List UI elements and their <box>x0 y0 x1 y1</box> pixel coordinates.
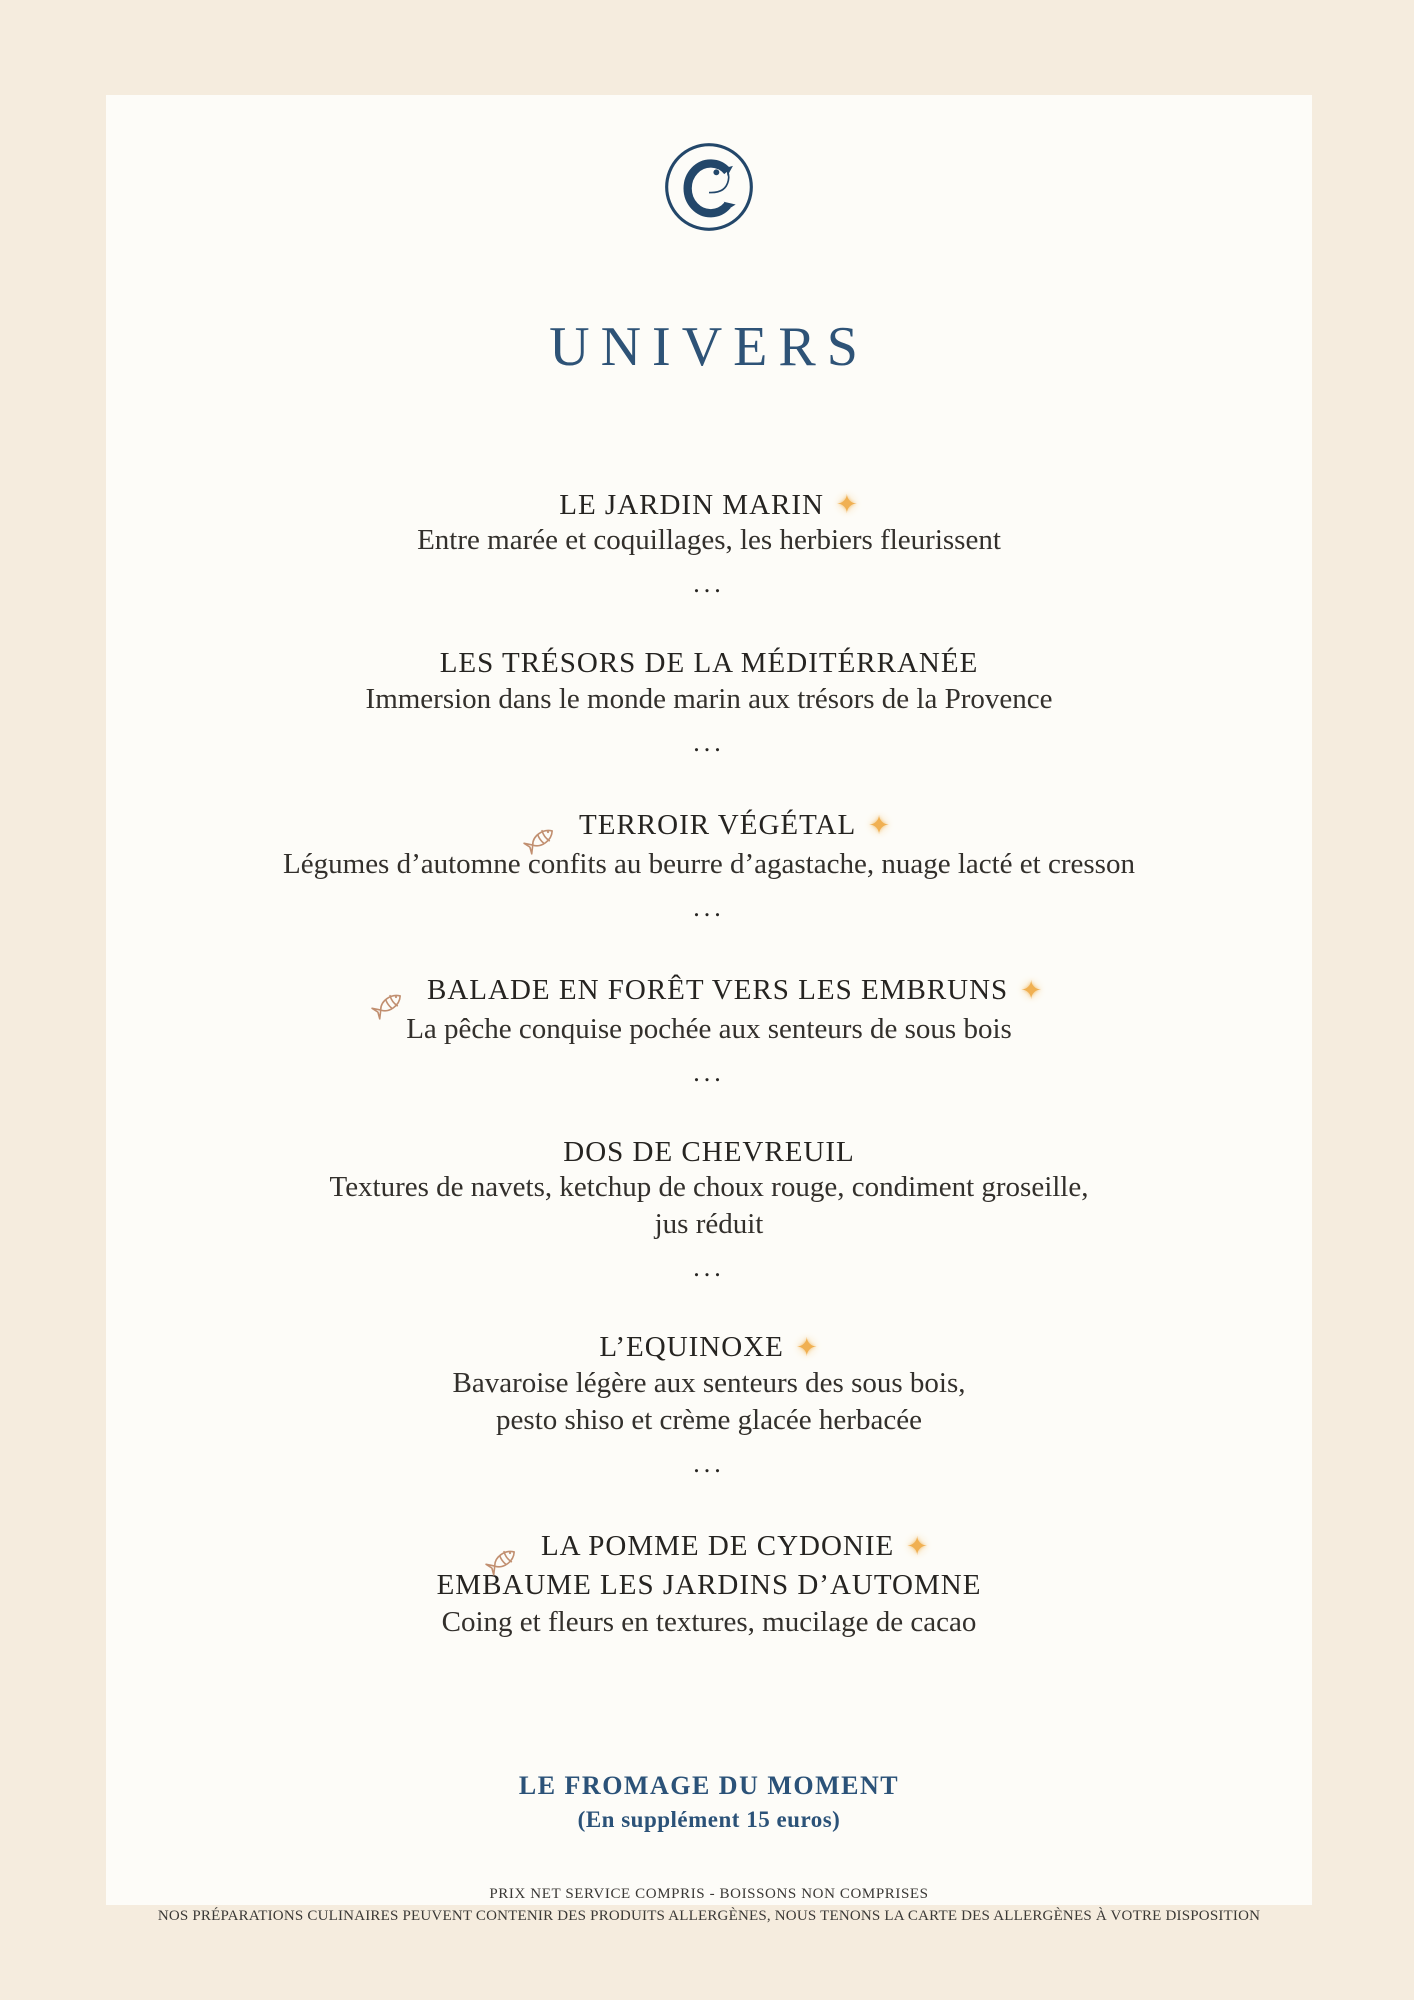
menu-item <box>106 1331 1312 1477</box>
menu-item-description-line: Bavaroise légère aux senteurs des sous bois, <box>452 1366 966 1399</box>
menu-item <box>106 971 1312 1086</box>
cheese-subtitle: (En supplément 15 euros) <box>577 1807 841 1833</box>
menu-item-description-line: La pêche conquise pochée aux senteurs de sous bois <box>406 1012 1012 1045</box>
restaurant-logo-icon <box>663 141 755 233</box>
sparkle-icon: ✦ <box>795 1333 819 1363</box>
cheese-title: LE FROMAGE DU MOMENT <box>518 1771 900 1801</box>
fish-icon <box>372 968 417 1013</box>
menu-item <box>106 806 1312 921</box>
menu-item-title: BALADE EN FORÊT VERS LES EMBRUNS <box>427 974 1009 1007</box>
item-separator-dots: ... <box>693 727 725 757</box>
sparkle-icon: ✦ <box>1020 975 1043 1005</box>
menu-item-title: LES TRÉSORS DE LA MÉDITÉRRANÉE <box>439 647 979 680</box>
menu-item-title: TERROIR VÉGÉTAL <box>579 809 857 842</box>
footer-prices-note: PRIX NET SERVICE COMPRIS - BOISSONS NON COMPRISES <box>489 1886 929 1903</box>
menu-card <box>106 95 1312 1925</box>
fish-icon <box>524 803 569 848</box>
menu-item-description-line: Textures de navets, ketchup de choux rouge, condiment groseille, <box>329 1171 1089 1204</box>
item-separator-dots: ... <box>693 892 725 922</box>
menu-item-description <box>106 1011 1312 1048</box>
sparkle-icon: ✦ <box>868 810 891 840</box>
menu-item <box>106 1527 1312 1641</box>
sparkle-icon: ✦ <box>906 1532 930 1562</box>
cheese-section <box>106 1771 1312 1833</box>
menu-item-description-line: Coing et fleurs en textures, mucilage de cacao <box>441 1606 977 1639</box>
menu-item-title: DOS DE CHEVREUIL <box>563 1135 855 1168</box>
footer <box>106 1885 1312 1926</box>
menu-item-description-line: pesto shiso et crème glacée herbacée <box>496 1403 922 1436</box>
sparkle-icon: ✦ <box>835 490 859 520</box>
menu-item <box>106 489 1312 597</box>
menu-item-description <box>106 846 1312 883</box>
menu-item <box>106 1136 1312 1282</box>
menu-item-description <box>106 1365 1312 1439</box>
fish-icon <box>486 1524 531 1569</box>
item-separator-dots: ... <box>693 1449 725 1479</box>
menu-item-title-line2: EMBAUME LES JARDINS D’AUTOMNE <box>436 1569 982 1602</box>
menu-item-description <box>106 1604 1312 1641</box>
menu-item-description <box>106 681 1312 718</box>
menu-item <box>106 647 1312 755</box>
item-separator-dots: ... <box>693 1253 725 1283</box>
menu-item-description-line: Légumes d’automne confits au beurre d’agastache, nuage lacté et cresson <box>283 847 1135 880</box>
page-title: UNIVERS <box>549 316 869 378</box>
menu-item-description-line: Entre marée et coquillages, les herbiers fleurissent <box>417 524 1001 557</box>
menu-item-title: L’EQUINOXE <box>599 1331 784 1364</box>
item-separator-dots: ... <box>693 569 725 599</box>
menu-item-title: LA POMME DE CYDONIE <box>540 1530 895 1563</box>
menu-item-description-line: jus réduit <box>654 1208 764 1241</box>
item-separator-dots: ... <box>693 1057 725 1087</box>
footer-allergens-note: NOS PRÉPARATIONS CULINAIRES PEUVENT CONTENIR DES PRODUITS ALLERGÈNES, NOUS TENONS LA CARTE DES ALLERGÈNES À VOTRE DISPOSITION <box>157 1908 1261 1925</box>
menu-item-description <box>106 522 1312 559</box>
menu-item-title: LE JARDIN MARIN <box>559 488 824 521</box>
menu-list <box>106 489 1312 1641</box>
menu-item-description-line: Immersion dans le monde marin aux trésors de la Provence <box>365 682 1053 715</box>
menu-item-description <box>106 1169 1312 1243</box>
